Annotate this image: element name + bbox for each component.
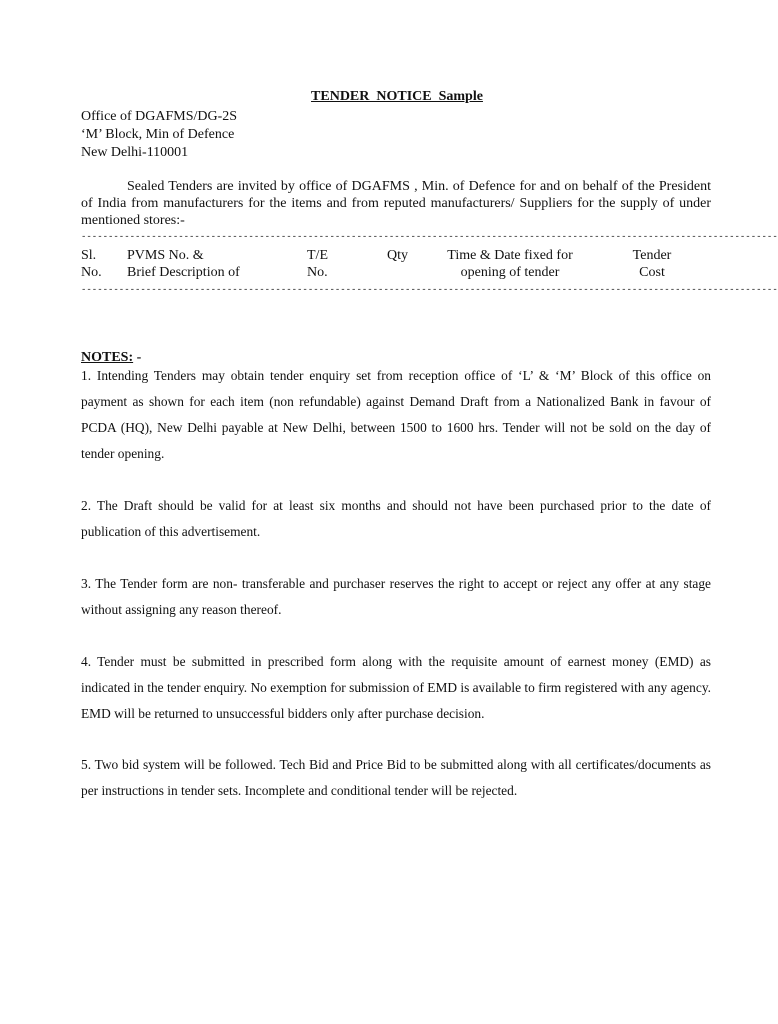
table-top-rule: --------------------------------------------------------------------------------------------------------------------------------- (81, 232, 778, 242)
address-line-1: Office of DGAFMS/DG-2S (81, 109, 238, 124)
header-qty (387, 247, 408, 264)
header-pvms-line1: PVMS No. & (127, 248, 204, 263)
note-item-4: 4. Tender must be submitted in prescribed form along with the requisite amount of earnest money (EMD) as indicated in the tender enquiry. No exemption for submission of EMD is available to firm registered with any agency. EMD will be returned to unsuccessful bidders only after purchase decision. (81, 654, 711, 721)
header-te-line2: No. (307, 265, 328, 280)
note-item-2: 2. The Draft should be valid for at least six months and should not have been purchased prior to the date of publication of this advertisement. (81, 498, 711, 539)
header-te-line1: T/E (307, 248, 328, 263)
header-time-date (440, 247, 580, 281)
note-item-5: 5. Two bid system will be followed. Tech Bid and Price Bid to be submitted along with all certificates/documents as per instructions in tender sets. Incomplete and conditional tender will be rejected. (81, 757, 711, 798)
header-pvms-line2: Brief Description of (127, 265, 240, 280)
header-time-date-line2: opening of tender (460, 265, 560, 280)
header-tender-cost (622, 247, 682, 281)
header-qty-line1: Qty (387, 248, 408, 263)
header-sl-line1: Sl. (81, 248, 97, 263)
office-address (81, 108, 237, 162)
note-item-3: 3. The Tender form are non- transferable and purchaser reserves the right to accept or reject any offer at any stage without assigning any reason thereof. (81, 576, 711, 617)
intro-paragraph (81, 178, 711, 229)
intro-text: Sealed Tenders are invited by office of DGAFMS , Min. of Defence for and on behalf of the President of India from manufacturers for the items and from reputed manufacturers/ Suppliers for the supply of under mentioned stores:- (81, 179, 711, 228)
address-line-3: New Delhi-110001 (81, 145, 189, 160)
address-line-2: ‘M’ Block, Min of Defence (81, 127, 235, 142)
header-sl-line2: No. (81, 265, 102, 280)
header-time-date-line1: Time & Date fixed for (447, 248, 573, 263)
table-bottom-rule: --------------------------------------------------------------------------------------------------------------------------------- (81, 285, 778, 295)
note-item-1: 1. Intending Tenders may obtain tender enquiry set from reception office of ‘L’ & ‘M’ Block of this office on payment as shown for each item (non refundable) against Demand Draft from a Nationalized Bank in favour of PCDA (HQ), New Delhi payable at New Delhi, between 1500 to 1600 hrs. Tender will not be sold on the day of tender opening. (81, 368, 711, 461)
header-tender-cost-line2: Cost (639, 265, 665, 280)
notes-heading-suffix: - (133, 350, 142, 365)
header-sl (81, 247, 102, 281)
notes-heading-label: NOTES: (81, 350, 134, 365)
header-pvms (127, 247, 240, 281)
header-tender-cost-line1: Tender (632, 248, 672, 263)
document-title: TENDER NOTICE Sample (311, 89, 483, 104)
header-te (307, 247, 328, 281)
